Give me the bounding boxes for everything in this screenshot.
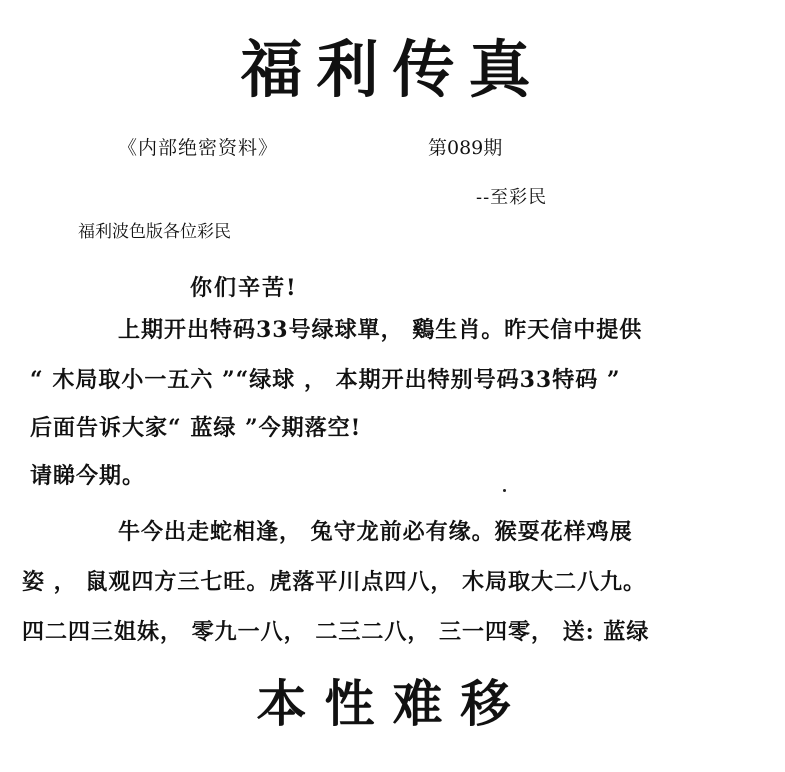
- footer-phrase: 本性难移: [256, 674, 529, 733]
- greeting: 你们辛苦!: [190, 275, 298, 301]
- signature-line: --至彩民: [476, 187, 548, 208]
- document-title: 福利传真: [240, 33, 545, 106]
- body-line-4: 请睇今期。: [30, 463, 146, 489]
- poem-line-2: 姿 ， 鼠观四方三七旺。虎落平川点四八， 木局取大二八九。: [22, 569, 646, 595]
- poem-line-3: 四二四三姐妹， 零九一八， 二三二八， 三一四零， 送: 蓝绿: [22, 619, 650, 645]
- issue-number: 第089期: [428, 137, 503, 159]
- poem-line-1: 牛今出走蛇相逢， 兔守龙前必有缘。猴耍花样鸡展: [118, 519, 633, 545]
- body-line-2: “ 木局取小一五六 ”“绿球 ， 本期开出特别号码33特码 ”: [30, 367, 621, 393]
- document-subtitle: 《内部绝密资料》: [118, 137, 279, 159]
- addressee-line: 福利波色版各位彩民: [78, 222, 231, 242]
- body-line-1: 上期开出特码33号绿球單， 鷄生肖。昨天信中提供: [118, 317, 643, 343]
- scan-speck: [503, 489, 506, 492]
- body-line-3: 后面告诉大家“ 蓝绿 ”今期落空!: [30, 415, 362, 441]
